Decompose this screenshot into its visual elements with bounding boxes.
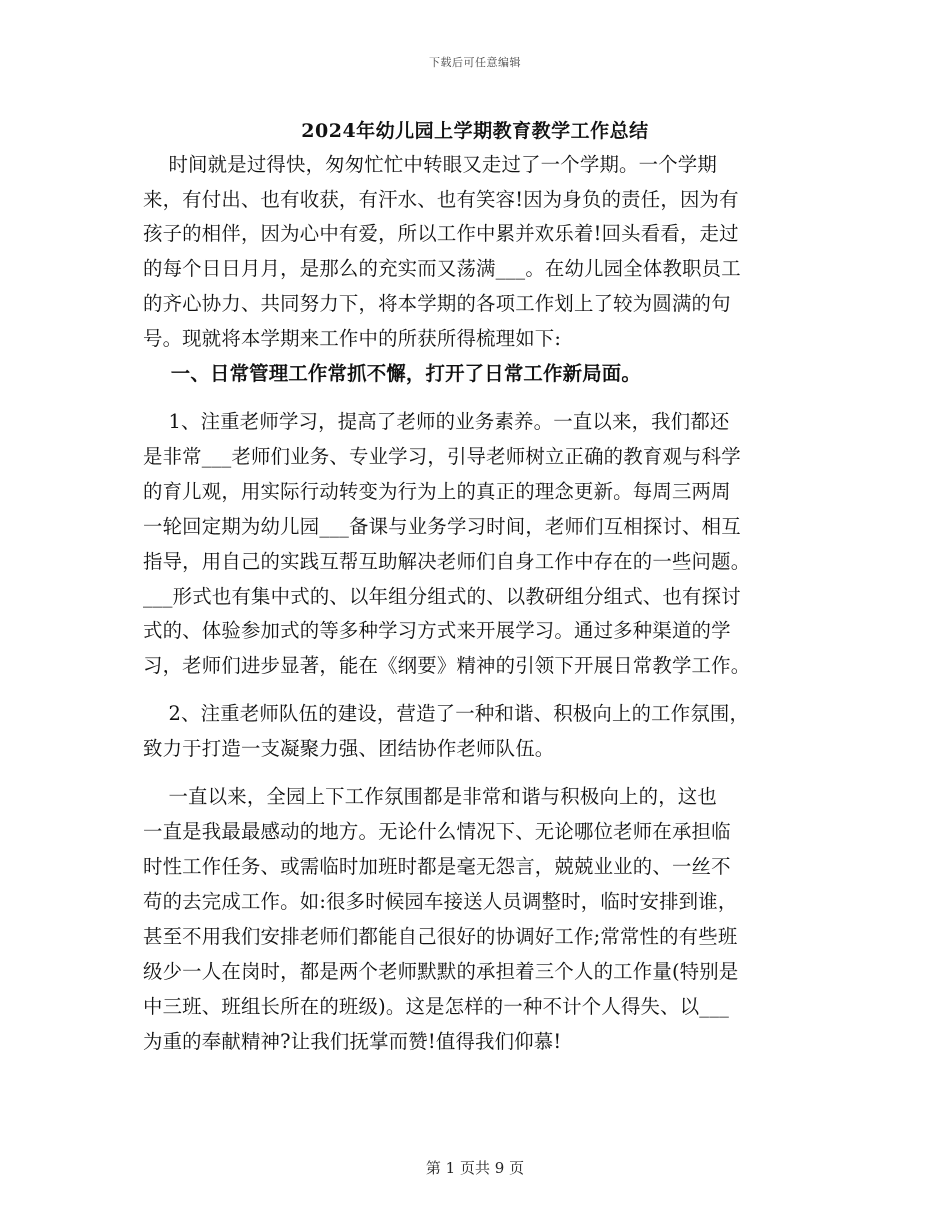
body-line: 时间就是过得快，匆匆忙忙中转眼又走过了一个学期。一个学期 bbox=[143, 153, 717, 176]
body-line: 号。现就将本学期来工作中的所获所得梳理如下: bbox=[143, 327, 562, 350]
body-line: 的育儿观，用实际行动转变为行为上的真正的理念更新。每周三两周 bbox=[143, 480, 731, 503]
body-line: 式的、体验参加式的等多种学习方式来开展学习。通过多种渠道的学 bbox=[143, 619, 731, 642]
document-title: 2024年幼儿园上学期教育教学工作总结 bbox=[301, 120, 649, 142]
body-line: 的齐心协力、共同努力下，将本学期的各项工作划上了较为圆满的句 bbox=[143, 292, 731, 315]
body-line: 一轮回定期为幼儿园___备课与业务学习时间，老师们互相探讨、相互 bbox=[143, 515, 741, 538]
body-line: 甚至不用我们安排老师们都能自己很好的协调好工作;常常性的有些班 bbox=[143, 925, 738, 948]
body-line: ___形式也有集中式的、以年组分组式的、以教研组分组式、也有探讨 bbox=[143, 585, 741, 608]
body-line: 来，有付出、也有收获，有汗水、也有笑容!因为身负的责任，因为有 bbox=[143, 188, 739, 211]
body-line: 级少一人在岗时，都是两个老师默默的承担着三个人的工作量(特别是 bbox=[143, 960, 739, 983]
body-line: 2、注重老师队伍的建设，营造了一种和谐、积极向上的工作氛围， bbox=[143, 702, 750, 725]
body-line: 致力于打造一支凝聚力强、团结协作老师队伍。 bbox=[143, 737, 555, 760]
body-line: 1、注重老师学习，提高了老师的业务素养。一直以来，我们都还 bbox=[143, 410, 730, 433]
page-number: 第 1 页共 9 页 bbox=[425, 1159, 525, 1177]
header-note: 下载后可任意编辑 bbox=[429, 56, 521, 69]
section-heading: 一、日常管理工作常抓不懈，打开了日常工作新局面。 bbox=[143, 362, 641, 385]
body-line: 是非常___老师们业务、专业学习，引导老师树立正确的教育观与科学 bbox=[143, 445, 741, 468]
body-line: 时性工作任务、或需临时加班时都是毫无怨言，兢兢业业的、一丝不 bbox=[143, 855, 731, 878]
body-line: 指导，用自己的实践互帮互助解决老师们自身工作中存在的一些问题。 bbox=[143, 550, 751, 573]
body-line: 苟的去完成工作。如:很多时候园车接送人员调整时，临时安排到谁， bbox=[143, 890, 738, 913]
body-line: 一直是我最最感动的地方。无论什么情况下、无论哪位老师在承担临 bbox=[143, 820, 731, 843]
body-line: 一直以来，全园上下工作氛围都是非常和谐与积极向上的，这也 bbox=[143, 785, 717, 808]
body-line: 中三班、班组长所在的班级)。这是怎样的一种不计个人得失、以___ bbox=[143, 995, 729, 1018]
body-line: 的每个日日月月，是那么的充实而又荡满___。在幼儿园全体教职员工 bbox=[143, 257, 741, 280]
body-line: 为重的奉献精神?让我们抚掌而赞!值得我们仰慕! bbox=[143, 1030, 562, 1053]
body-line: 习，老师们进步显著，能在《纲要》精神的引领下开展日常教学工作。 bbox=[143, 654, 751, 677]
body-line: 孩子的相伴，因为心中有爱，所以工作中累并欢乐着!回头看看，走过 bbox=[143, 222, 739, 245]
